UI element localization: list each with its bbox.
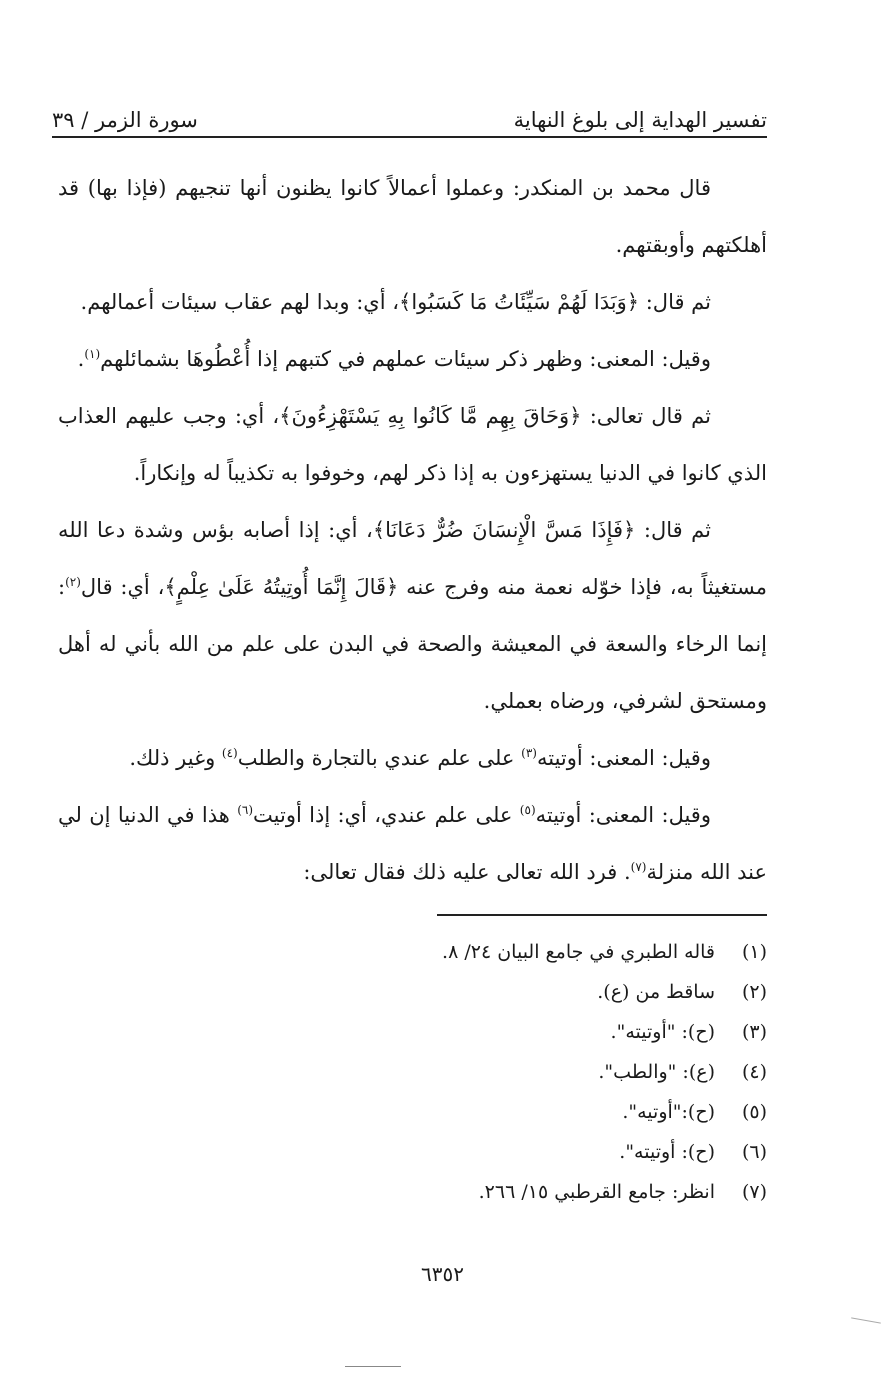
footnote-item — [300, 972, 767, 1012]
footnote-number: (٢) — [741, 981, 767, 1003]
surah-page-label: سورة الزمر / ٣٩ — [52, 108, 198, 132]
scan-artifact — [345, 1366, 401, 1367]
paragraph — [58, 787, 767, 901]
paragraph-text: . فرد الله تعالى عليه ذلك فقال تعالى: — [303, 860, 631, 884]
paragraph — [58, 274, 767, 331]
paragraph-text: . — [77, 347, 85, 371]
footnote-ref[interactable]: (٧) — [630, 860, 647, 874]
footnote-text: (ح): "أوتيته". — [610, 1021, 715, 1043]
footnote-number: (٤) — [741, 1061, 767, 1083]
footnote-item — [300, 1012, 767, 1052]
paragraph — [58, 730, 767, 787]
paragraph-text: وقيل: المعنى: أوتيته — [536, 746, 711, 770]
footnote-text: ساقط من (ع). — [597, 981, 715, 1003]
footnote-number: (٥) — [741, 1101, 767, 1123]
paragraph-text: ثم قال: ﴿فَإِذَا مَسَّ الْإِنسَانَ ضُرٌّ دَعَانَا﴾، أي: إذا أصابه بؤس وشدة دعا الله مستغيثاً به، فإذا خوّله نعمة منه وفرج عنه ﴿قَالَ إِنَّمَا أُوتِيتُهُ عَلَىٰ عِلْمٍ﴾، أي: قال — [58, 518, 767, 599]
paragraph-text: ثم قال تعالى: ﴿وَحَاقَ بِهِم مَّا كَانُوا بِهِ يَسْتَهْزِءُونَ﴾، أي: وجب عليهم العذاب الذي كانوا في الدنيا يستهزءون به إذا ذكر لهم، وخوفوا به تكذيباً له وإنكاراً. — [58, 404, 767, 485]
paragraph-text: ثم قال: ﴿وَبَدَا لَهُمْ سَيِّئَاتُ مَا كَسَبُوا﴾، أي: وبدا لهم عقاب سيئات أعمالهم. — [80, 290, 711, 314]
paragraph — [58, 331, 767, 388]
footnote-text: (ح):"أوتيه". — [622, 1101, 715, 1123]
footnote-text: (ح): أوتيته". — [619, 1141, 715, 1163]
paragraph-text: وغير ذلك. — [129, 746, 222, 770]
footnote-item — [300, 1092, 767, 1132]
footnote-item — [300, 932, 767, 972]
running-header — [52, 98, 767, 132]
page-number: ٦٣٥٢ — [421, 1262, 464, 1286]
paragraph — [58, 502, 767, 730]
paragraph-text: على علم عندي بالتجارة والطلب — [237, 746, 522, 770]
footnote-ref[interactable]: (٦) — [237, 803, 254, 817]
footnotes-list — [300, 932, 767, 1212]
paragraph-text: هذا في الدنيا إن لي عند الله منزلة — [58, 803, 767, 884]
paragraph — [58, 160, 767, 274]
footnote-text: قاله الطبري في جامع البيان ٢٤/ ٨. — [442, 941, 715, 963]
footnote-item — [300, 1132, 767, 1172]
footnote-item — [300, 1052, 767, 1092]
footnote-ref[interactable]: (٣) — [521, 746, 537, 760]
paragraph-text: : إنما الرخاء والسعة في المعيشة والصحة في البدن على علم من الله بأني له أهل ومستحق لشرفي، ورضاه بعملي. — [58, 575, 767, 713]
paragraph-text: قال محمد بن المنكدر: وعملوا أعمالاً كانوا يظنون أنها تنجيهم (فإذا بها) قد أهلكتهم وأوبقتهم. — [58, 176, 767, 257]
footnote-text: انظر: جامع القرطبي ١٥/ ٢٦٦. — [478, 1181, 715, 1203]
footnote-divider — [437, 914, 767, 916]
footnote-item — [300, 1172, 767, 1212]
footnote-number: (١) — [741, 941, 767, 963]
footnote-ref[interactable]: (٥) — [519, 803, 536, 817]
main-text — [58, 160, 767, 901]
book-title: تفسير الهداية إلى بلوغ النهاية — [513, 108, 767, 132]
footnote-text: (ع): "والطب". — [598, 1061, 715, 1083]
paragraph-text: على علم عندي، أي: إذا أوتيت — [253, 803, 520, 827]
paragraph — [58, 388, 767, 502]
paragraph-text: وقيل: المعنى: أوتيته — [535, 803, 711, 827]
header-divider — [52, 136, 767, 138]
footnote-ref[interactable]: (٤) — [221, 746, 238, 760]
footnote-number: (٧) — [741, 1181, 767, 1203]
paragraph-text: وقيل: المعنى: وظهر ذكر سيئات عملهم في كتبهم إذا أُعْطُوهَا بشمائلهم — [100, 347, 711, 371]
footnote-ref[interactable]: (١) — [84, 347, 101, 361]
scan-artifact — [851, 1317, 881, 1323]
footnote-ref[interactable]: (٢) — [65, 575, 81, 589]
footnote-number: (٦) — [741, 1141, 767, 1163]
footnote-number: (٣) — [741, 1021, 767, 1043]
